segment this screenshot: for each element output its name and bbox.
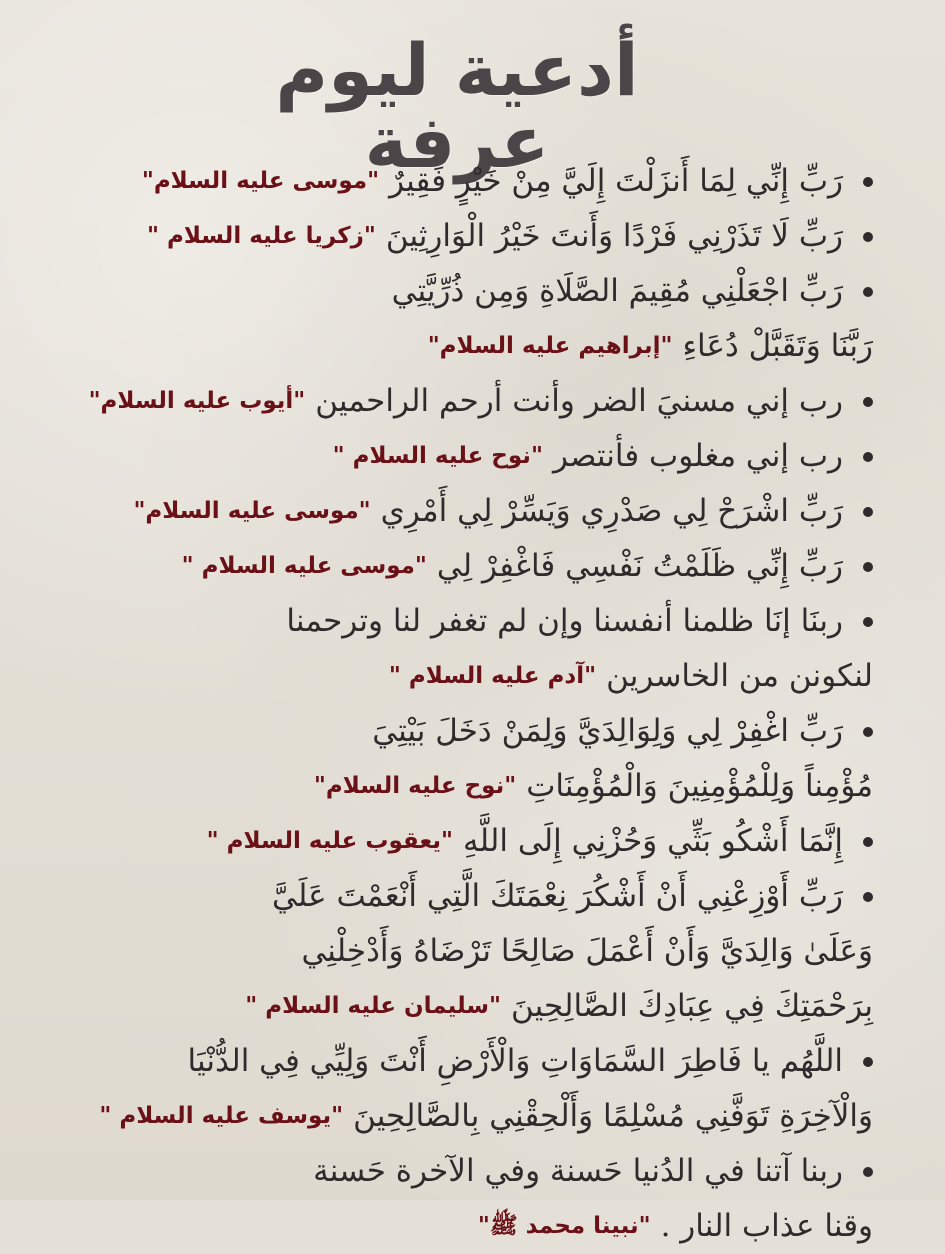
prayer-text: رَبَّنَا وَتَقَبَّلْ دُعَاءِ [682,328,873,365]
prayer-line [33,264,873,319]
prayer-list [33,154,873,1254]
prayer-text: رَبِّ اجْعَلْنِي مُقِيمَ الصَّلَاةِ وَمِن ذُرِّيَّتِي [391,273,843,310]
bullet-icon [863,892,873,902]
prayer-line-continuation [33,649,873,704]
prayer-line [33,374,873,429]
prayer-text: رَبِّ اشْرَحْ لِي صَدْرِي وَيَسِّرْ لِي أَمْرِي [380,493,843,530]
prayer-text: لنكونن من الخاسرين [606,658,873,695]
bullet-icon [863,232,873,242]
prayer-attribution: "زكريا عليه السلام " [146,222,376,249]
prayer-line-continuation [33,979,873,1034]
prayer-line-continuation [33,1089,873,1144]
bullet-icon [863,562,873,572]
bullet-icon [863,1057,873,1067]
prayer-attribution: "موسى عليه السلام " [181,552,427,579]
prayer-text: ربنَا إنَا ظلمنا أنفسنا وإن لم تغفر لنا وترحمنا [286,603,843,640]
prayer-text: رَبِّ أَوْزِعْنِي أَنْ أَشْكُرَ نِعْمَتَكَ الَّتِي أَنْعَمْتَ عَلَيَّ [272,878,843,915]
prayer-text: رَبِّ لَا تَذَرْنِي فَرْدًا وَأَنتَ خَيْرُ الْوَارِثِينَ [385,218,843,255]
bullet-icon [863,507,873,517]
prayer-text: رَبِّ إِنِّي لِمَا أَنزَلْتَ إِلَيَّ مِنْ خَيْرٍ فَقِيرٌ [389,163,843,200]
prayer-line [33,484,873,539]
prayer-attribution: "موسى عليه السلام" [141,167,380,194]
prayer-attribution: "إبراهيم عليه السلام" [427,332,673,359]
prayer-text: ربنا آتنا في الدُنيا حَسنة وفي الآخرة حَسنة [313,1153,843,1190]
prayer-text: رَبِّ إِنِّي ظَلَمْتُ نَفْسِي فَاغْفِرْ لِي [436,548,843,585]
bullet-icon [863,837,873,847]
prayer-attribution: "نوح عليه السلام" [313,772,517,799]
prayer-text: مُؤْمِناً وَلِلْمُؤْمِنِينَ وَالْمُؤْمِنَاتِ [526,768,873,805]
prayer-line [33,429,873,484]
bullet-icon [863,397,873,407]
prayer-attribution: "آدم عليه السلام " [388,662,597,689]
prayer-text: وَعَلَىٰ وَالِدَيَّ وَأَنْ أَعْمَلَ صَالِحًا تَرْضَاهُ وَأَدْخِلْنِي [301,933,873,970]
prayer-text: رب إني مغلوب فأنتصر [552,438,843,475]
prayer-text: إِنَّمَا أَشْكُو بَثِّي وَحُزْنِي إِلَى اللَّهِ [463,823,843,860]
bullet-icon [863,727,873,737]
prayer-attribution: "نبينا محمد ﷺ" [477,1212,651,1239]
prayer-text: وقنا عذاب النار . [660,1208,873,1245]
prayer-line [33,869,873,924]
prayer-line [33,594,873,649]
prayer-line-continuation [33,924,873,979]
prayer-attribution: "أيوب عليه السلام" [88,387,306,414]
prayer-line-continuation [33,319,873,374]
prayer-text: بِرَحْمَتِكَ فِي عِبَادِكَ الصَّالِحِينَ [511,988,873,1025]
prayer-text: اللَّهُم يا فَاطِرَ السَّمَاوَاتِ وَالْأَرْضِ أَنْتَ وَلِيِّي فِي الدُّنْيَا [187,1043,843,1080]
prayer-attribution: "يعقوب عليه السلام " [206,827,454,854]
bullet-icon [863,287,873,297]
prayer-line [33,1144,873,1199]
prayer-line [33,539,873,594]
prayer-line-continuation [33,1199,873,1254]
prayer-text: رَبِّ اغْفِرْ لِي وَلِوَالِدَيَّ وَلِمَنْ دَخَلَ بَيْتِيَ [372,713,843,750]
bullet-icon [863,617,873,627]
prayer-text: وَالْآخِرَةِ تَوَفَّنِي مُسْلِمًا وَأَلْحِقْنِي بِالصَّالِحِينَ [353,1098,873,1135]
bullet-icon [863,177,873,187]
prayer-line [33,814,873,869]
prayer-attribution: "موسى عليه السلام" [133,497,371,524]
prayer-attribution: "سليمان عليه السلام " [245,992,502,1019]
prayer-line [33,154,873,209]
bullet-icon [863,1167,873,1177]
prayer-line [33,704,873,759]
prayer-text: رب إني مسنيَ الضر وأنت أرحم الراحمين [315,383,843,420]
prayer-attribution: "نوح عليه السلام " [332,442,543,469]
prayer-attribution: "يوسف عليه السلام " [99,1102,344,1129]
prayer-line [33,1034,873,1089]
page-title: أدعية ليوم عرفة [275,28,639,184]
bullet-icon [863,452,873,462]
prayer-line-continuation [33,759,873,814]
prayer-line [33,209,873,264]
